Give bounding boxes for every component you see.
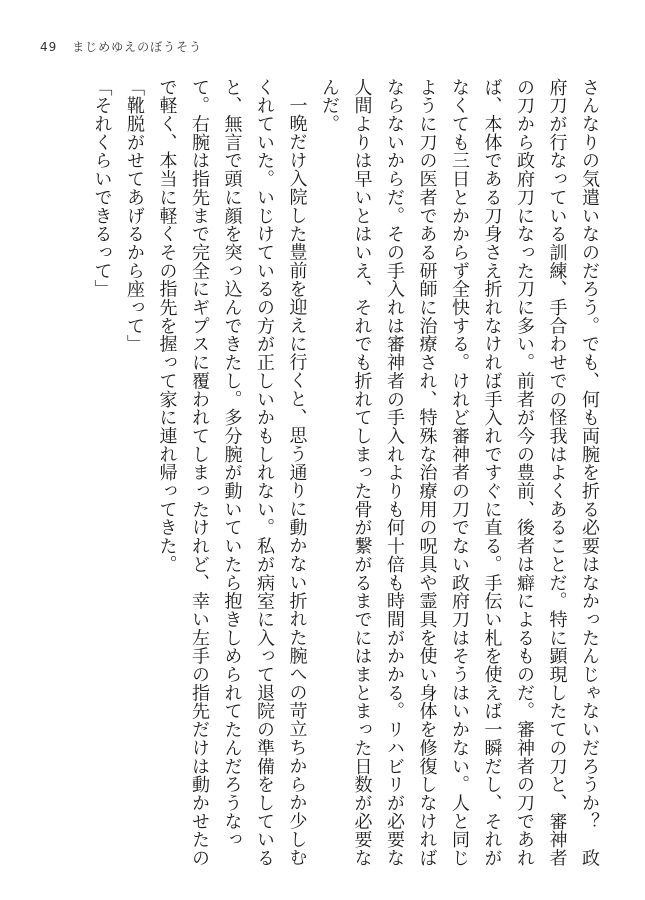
dialogue-line-1: 「靴脱がせてあげるから座って」 <box>124 78 145 354</box>
page-number: 49 <box>40 40 58 54</box>
page-header <box>40 38 202 55</box>
dialogue-line-2: 「それくらいできるって」 <box>91 78 113 299</box>
running-title: まじめゆえのぼうそう <box>72 40 203 54</box>
body-text <box>35 78 605 868</box>
paragraph-1: さんなりの気遣いなのだろう。でも、何も両腕を折る必要はなかったんじゃないだろうか？ 政府刀が行なっている訓練、手合わせでの怪我はよくあることだ。特に顕現したての刀と、審神者の刀から政府刀になった刀に多い。前者が今の豊前、後者は癖によるものだ。審神者の刀であれば、本体である刀身さえ折れなければ手入れですぐに直る。手伝い札を使えば一瞬だし、それがなくても三日とかからず全快する。けれど審神者の刀でない政府刀はそうはいかない。人と同じように刀の医者である研師に治療され、特殊な治療用の呪具や霊具を使い身体を修復しなければならないからだ。その手入れは審神者の手入れよりも何十倍も時間がかかる。リハビリが必要な人間よりは早いとはいえ、それでも折れてしまった骨が繋がるまでにはまとまった日数が必要なんだ。 <box>319 78 600 868</box>
paragraph-2: 一晩だけ入院した豊前を迎えに行くと、思う通りに動かない折れた腕への苛立ちからか少しむくれていた。いじけているの方が正しいかもしれない。私が病室に入って退院の準備をしていると、無言で頭に顔を突っ込んできたし。多分腕が動いていたら抱きしめられてたんだろうなって。右腕は指先まで完全にギプスに覆われてしまったけれど、幸い左手の指先だけは動かせたので軽く、本当に軽くその指先を握って家に連れ帰ってきた。 <box>156 78 308 868</box>
